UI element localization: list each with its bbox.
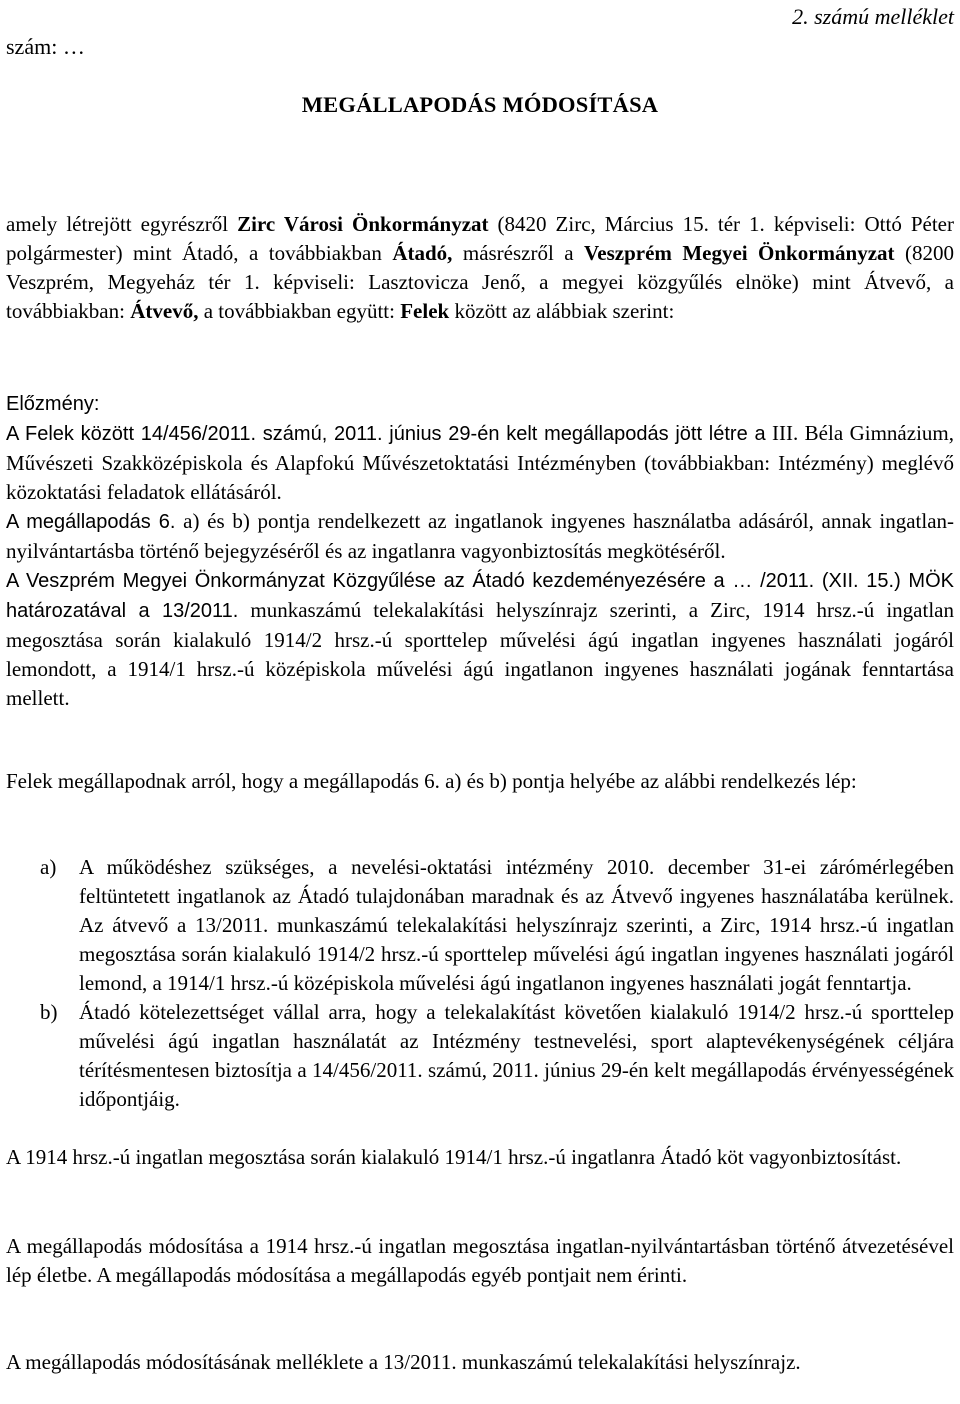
background-heading: Előzmény:: [6, 393, 100, 415]
parties-paragraph: amely létrejött egyrészről Zirc Városi Önkormányzat (8420 Zirc, Március 15. tér 1. képviseli: Ottó Péter polgármester) mint Átadó, a továbbiakban Átadó, másrészről a Veszprém Megyei Önkormányzat (8200 Veszprém, Megyeház tér 1. képviseli: Lasztovicza Jenő, a megyei közgyűlés elnöke) mint Átvevő, a továbbiakban: Átvevő, a továbbiakban együtt: Felek között az alábbiak szerint:: [6, 212, 954, 323]
background-paragraph-3: A Veszprém Megyei Önkormányzat Közgyűlése az Átadó kezdeményezésére a … /2011. (XII. 15.) MÖK határozatával a 13/2011. munkaszámú telekalakítási helyszínrajz szerinti, a Zirc, 1914 hrsz.-ú ingatlan megosztása során kialakuló 1914/2 hrsz.-ú sporttelep művelési ágú ingatlan ingyenes használati jogáról lemondott, a 1914/1 hrsz.-ú középiskola művelési ágú ingatlanon ingyenes használati jogának fenntartása mellett.: [6, 570, 954, 710]
effect-paragraph: A megállapodás módosítása a 1914 hrsz.-ú ingatlan megosztása ingatlan-nyilvántartásban történő átvezetésével lép életbe. A megállapodás módosítása a megállapodás egyéb pontjait nem érinti.: [6, 1234, 954, 1287]
provision-text: Átadó kötelezettséget vállal arra, hogy a telekalakítást követően kialakuló 1914/2 hrsz.-ú sporttelep művelési ágú ingatlan használatát az Intézmény testnevelési, sport alaptevékenységének céljára térítésmentesen biztosítja a 14/456/2011. számú, 2011. június 29-én kelt megállapodás érvényességének időpontjáig.: [79, 1000, 954, 1111]
provision-a: [6, 853, 954, 998]
party-zirc: Zirc Városi Önkormányzat: [237, 212, 489, 236]
provision-b: [6, 998, 954, 1114]
annex-note: A megállapodás módosításának melléklete a 13/2011. munkaszámú telekalakítási helyszínrajz.: [6, 1350, 801, 1374]
provision-marker: a): [40, 855, 57, 879]
provision-text: A működéshez szükséges, a nevelési-oktatási intézmény 2010. december 31-ei zárómérlegében feltüntetett ingatlanok az Átadó tulajdonában maradnak és az Átvevő ingyenes használatába kerülnek. Az átvevő a 13/2011. munkaszámú telekalakítási helyszínrajz szerinti, a Zirc, 1914 hrsz.-ú ingatlan megosztása során kialakuló 1914/2 hrsz.-ú sporttelep művelési ágú ingatlan ingyenes használati jogáról lemond, a 1914/1 hrsz.-ú középiskola művelési ágú ingatlanon ingyenes használati jogát fenntartja.: [79, 855, 954, 995]
page-title: MEGÁLLAPODÁS MÓDOSÍTÁSA: [301, 92, 659, 117]
party-veszprem: Veszprém Megyei Önkormányzat: [584, 241, 895, 265]
background-paragraph-1: A Felek között 14/456/2011. számú, 2011. június 29-én kelt megállapodás jött létre a III. Béla Gimnázium, Művészeti Szakközépiskola és Alapfokú Művészetoktatási Intézményben (továbbiakban: Intézmény) meglévő közoktatási feladatok ellátásáról.: [6, 421, 954, 504]
role-felek: Felek: [400, 299, 450, 323]
role-atado: Átadó,: [392, 241, 453, 265]
document-number: szám: …: [6, 34, 85, 59]
background-section: [6, 390, 954, 713]
provisions-list: [6, 853, 954, 1114]
insurance-paragraph: A 1914 hrsz.-ú ingatlan megosztása során kialakuló 1914/1 hrsz.-ú ingatlanra Átadó köt vagyonbiztosítást.: [6, 1145, 902, 1169]
background-paragraph-2: A megállapodás 6. a) és b) pontja rendelkezett az ingatlanok ingyenes használatba adásáról, annak ingatlan-nyilvántartásba történő bejegyzéséről és az ingatlanra vagyonbiztosítás megkötéséről.: [6, 509, 955, 563]
role-atvevo: Átvevő,: [130, 299, 199, 323]
provision-marker: b): [40, 1000, 58, 1024]
annex-label: 2. számú melléklet: [792, 4, 954, 29]
agreement-intro: Felek megállapodnak arról, hogy a megállapodás 6. a) és b) pontja helyébe az alábbi rendelkezés lép:: [6, 769, 857, 793]
